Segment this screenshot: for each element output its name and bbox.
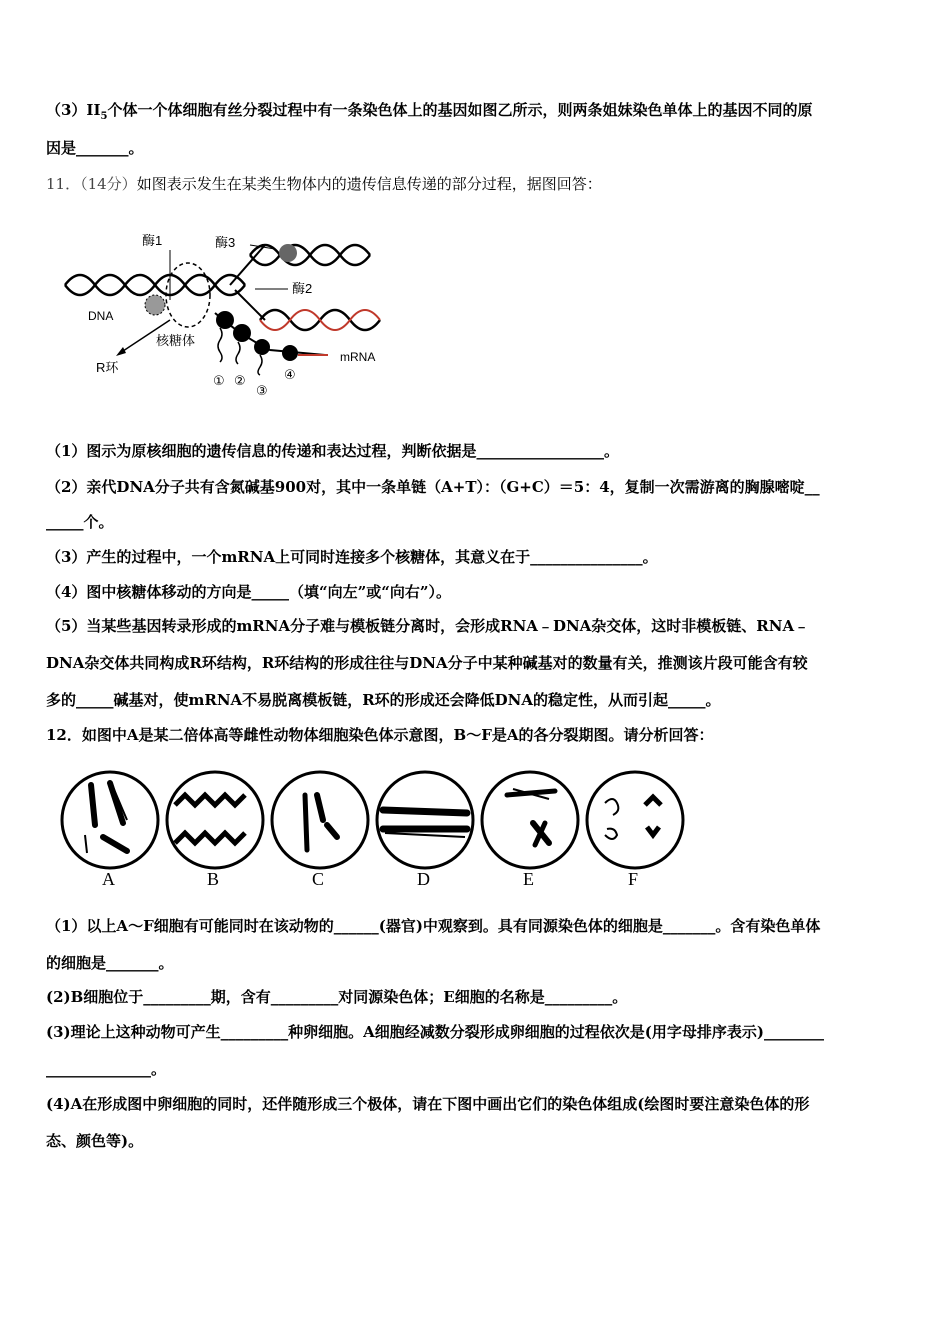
q11-part4: （4）图中核糖体移动的方向是_____（填“向左”或“向右”）。 — [46, 583, 451, 601]
label-circle-2: ② — [234, 374, 246, 389]
cell-label-c: C — [312, 869, 325, 889]
peptide-3 — [258, 355, 262, 375]
cell-f — [587, 772, 683, 868]
peptide-1 — [218, 328, 222, 362]
q11-part5-line2: DNA杂交体共同构成R环结构，R环结构的形成往往与DNA分子中某种碱基对的数量有关，推测该片段可能含有较 — [46, 654, 808, 672]
dna-strand-lower-red — [260, 310, 380, 330]
dna-strand-left-b — [65, 275, 245, 295]
q11-figure — [60, 225, 390, 405]
label-enzyme1: 酶1 — [142, 233, 163, 248]
q10-line1 — [46, 100, 812, 120]
q11-part2-line1: （2）亲代DNA分子共有含氮碱基900对，其中一条单链（A+T）：（G+C）＝5：4，复制一次需游离的胸腺嘧啶__ — [46, 478, 820, 496]
cell-c — [272, 772, 368, 868]
q11-part5-line1: （5）当某些基因转录形成的mRNA分子难与模板链分离时，会形成RNA﹣DNA杂交体，这时非模板链、RNA﹣ — [46, 617, 810, 635]
q10-line1-a: （3）II — [46, 101, 101, 119]
q11-part1: （1）图示为原核细胞的遗传信息的传递和表达过程，判断依据是_________________。 — [46, 442, 619, 460]
q11-intro — [46, 174, 602, 194]
peptide-2 — [236, 342, 240, 364]
q11-part2-line2: _____个。 — [46, 513, 114, 531]
q12-intro: 12．如图中A是某二倍体高等雌性动物体细胞染色体示意图，B～F是A的各分裂期图。请分析回答： — [46, 726, 714, 744]
q12-part3-line2: ______________。 — [46, 1060, 167, 1078]
q11-number: 11．（14分） — [46, 175, 137, 193]
q12-part4-line2: 态、颜色等)。 — [46, 1132, 144, 1150]
ribosome-3 — [254, 339, 270, 355]
label-mrna: mRNA — [340, 350, 376, 364]
cell-e — [482, 772, 578, 868]
enzyme3-blob — [279, 244, 297, 262]
q11-part3: （3）产生的过程中，一个mRNA上可同时连接多个核糖体，其意义在于_______________。 — [46, 548, 658, 566]
label-ribosome: 核糖体 — [156, 333, 196, 348]
label-circle-4: ④ — [284, 368, 296, 383]
cell-b — [167, 772, 263, 868]
cell-d — [377, 772, 473, 868]
label-enzyme2: 酶2 — [292, 281, 313, 296]
rloop-arrow-head — [116, 347, 126, 356]
label-dna: DNA — [88, 309, 114, 323]
label-enzyme3: 酶3 — [215, 235, 236, 250]
label-circle-1: ① — [213, 374, 225, 389]
cell-label-d: D — [417, 869, 430, 889]
q12-part4-line1: (4)A在形成图中卵细胞的同时，还伴随形成三个极体，请在下图中画出它们的染色体组成(绘图时要注意染色体的形 — [46, 1095, 810, 1113]
q10-line1-b: 个体一个体细胞有丝分裂过程中有一条染色体上的基因如图乙所示，则两条姐妹染色单体上的基因不同的原 — [107, 101, 813, 119]
cell-label-a: A — [102, 869, 115, 889]
cell-label-b: B — [207, 869, 220, 889]
cell-label-f: F — [628, 869, 639, 889]
fork-line-lower — [235, 290, 265, 320]
q12-part3-line1: (3)理论上这种动物可产生_________种卵细胞。A细胞经减数分裂形成卵细胞的过程依次是(用字母排序表示)________ — [46, 1023, 824, 1041]
cell-label-e: E — [523, 869, 534, 889]
q12-part1-line1: （1）以上A～F细胞有可能同时在该动物的______(器官)中观察到。具有同源染色体的细胞是_______。含有染色单体 — [46, 917, 821, 935]
q11-part5-line3: 多的_____碱基对，使mRNA不易脱离模板链，R环的形成还会降低DNA的稳定性，从而引起_____。 — [46, 691, 721, 709]
q12-part1-line2: 的细胞是_______。 — [46, 954, 174, 972]
q12-part2: (2)B细胞位于_________期，含有_________对同源染色体；E细胞的名称是_________。 — [46, 988, 628, 1006]
cell-a — [62, 772, 158, 868]
label-rloop: R环 — [96, 360, 119, 375]
label-circle-3: ③ — [256, 384, 268, 399]
enzyme1-blob — [145, 295, 165, 315]
q12-figure — [55, 765, 695, 895]
q10-line2: 因是_______。 — [46, 139, 144, 157]
q10-subscript: 5 — [100, 111, 108, 122]
q11-intro-text: 如图表示发生在某类生物体内的遗传信息传递的部分过程，据图回答： — [136, 175, 602, 193]
